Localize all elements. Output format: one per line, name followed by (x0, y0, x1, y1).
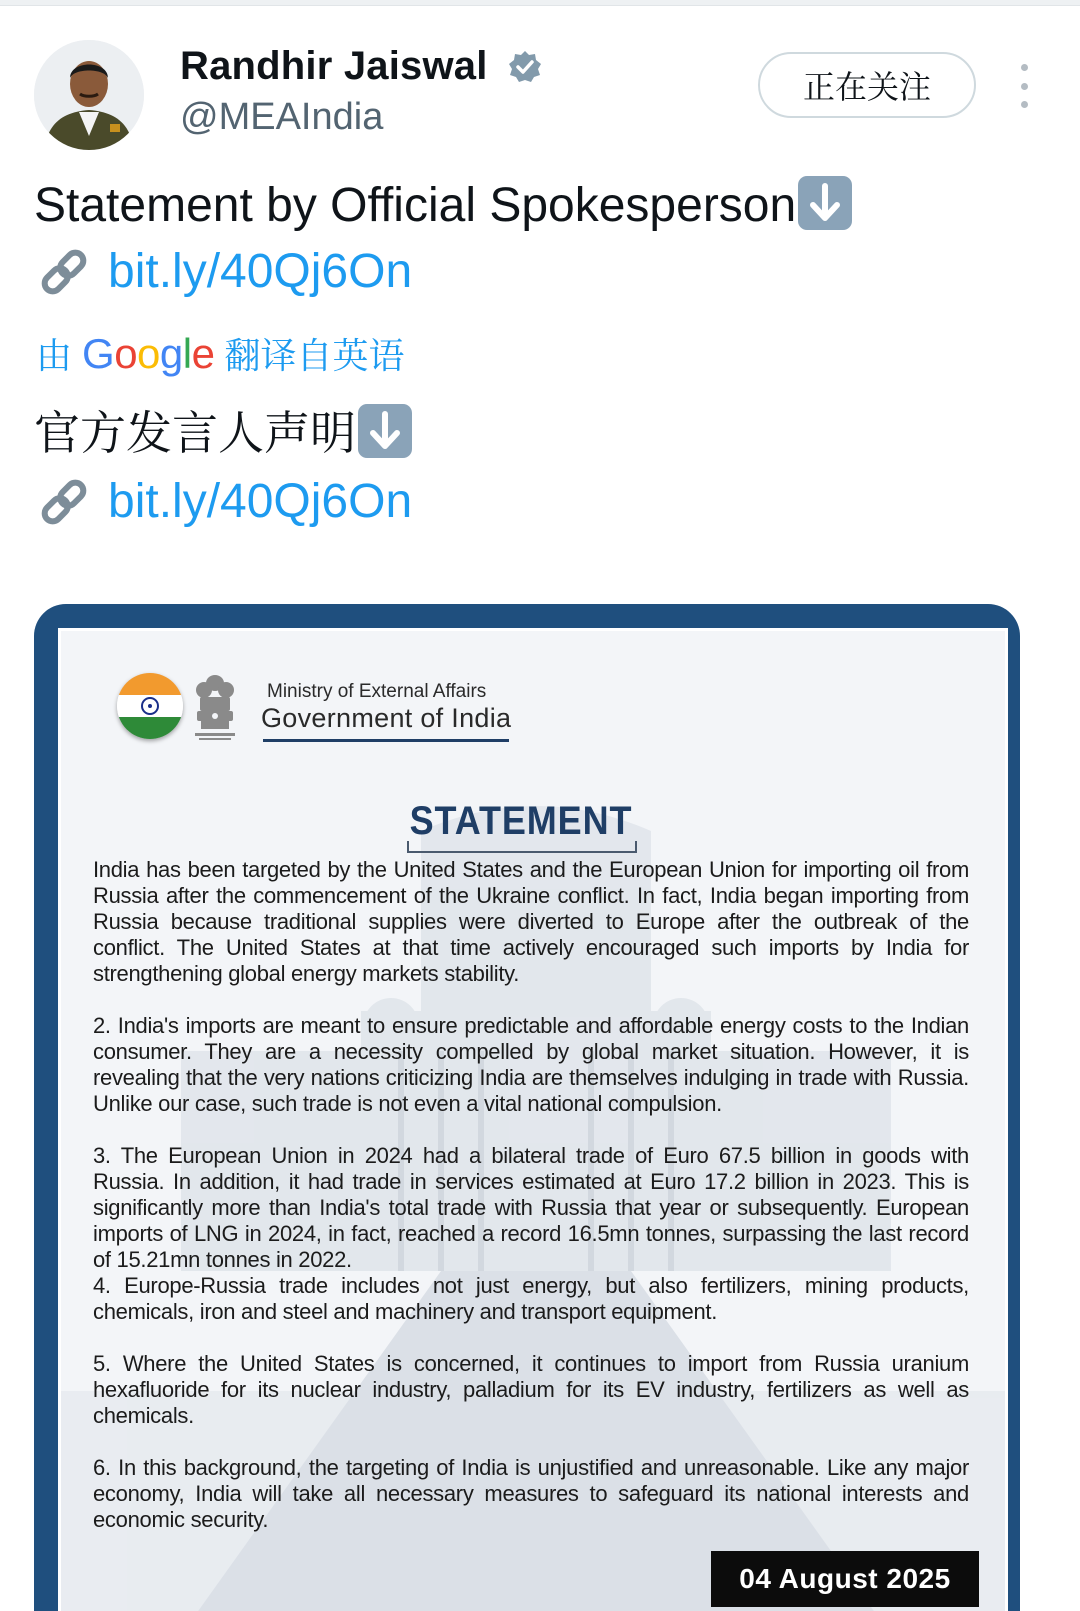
top-divider (0, 0, 1080, 6)
link-zh-text[interactable]: bit.ly/40Qj6On (108, 475, 413, 528)
translate-prefix: 由 (36, 336, 73, 377)
statement-document (58, 628, 1008, 1611)
statement-paragraph-2: 2. India's imports are meant to ensure predictable and affordable energy costs to the Indian consumer. They are a necessity compelled by global market situation. However, it is revealing that the very nations criticizing India are themselves indulging in trade with Russia. Unlike our case, such trade is not even a vital national compulsion. (93, 1013, 969, 1116)
logo-underline (263, 739, 509, 742)
link-en[interactable] (34, 242, 412, 302)
statement-image[interactable] (34, 604, 1020, 1611)
statement-title: STATEMENT (409, 799, 633, 843)
india-flag-icon (117, 673, 183, 739)
translated-by-google[interactable] (36, 328, 404, 379)
statement-paragraph-6: 6. In this background, the targeting of India is unjustified and unreasonable. Like any major economy, India will take all necessary measures to safeguard its national interests and economic security. (93, 1455, 969, 1532)
more-icon[interactable] (1010, 64, 1038, 108)
link-zh[interactable] (34, 472, 412, 532)
ministry-name: Ministry of External Affairs (267, 681, 487, 702)
avatar[interactable] (34, 40, 144, 150)
statement-paragraph-3: 3. The European Union in 2024 had a bilateral trade of Euro 67.5 billion in goods with Russia. In addition, it had trade in services estimated at Euro 17.2 billion in 2023. This is significantly more than India's total trade with Russia that year or subsequently. European imports of LNG in 2024, in fact, reached a record 16.5mn tonnes, surpassing the last record of 15.21mn tonnes in 2022. (93, 1143, 969, 1272)
tweet-text-en (34, 176, 852, 234)
translate-suffix: 翻译自英语 (224, 336, 405, 377)
verified-badge-icon (508, 50, 542, 84)
tweet-text-zh-body: 官方发言人声明 (34, 406, 356, 460)
down-arrow-emoji-icon (358, 404, 412, 458)
national-emblem-icon (193, 673, 237, 743)
government-name: Government of India (261, 703, 512, 733)
statement-paragraph-1: India has been targeted by the United States and the European Union for importing oil from Russia after the commencement of the Ukraine conflict. In fact, India began importing from Russia because traditional supplies were diverted to Europe after the outbreak of the conflict. The United States at that time actively encouraged such imports by India for strengthening global energy markets stability. (93, 857, 969, 986)
tweet-text-en-body: Statement by Official Spokesperson (34, 179, 797, 232)
link-emoji-icon (34, 472, 94, 532)
link-en-text[interactable]: bit.ly/40Qj6On (108, 245, 413, 298)
statement-paragraph-5: 5. Where the United States is concerned, it continues to import from Russia uranium hexafluoride for its nuclear industry, palladium for its EV industry, fertilizers as well as chemicals. (93, 1351, 969, 1428)
link-emoji-icon (34, 242, 94, 302)
following-button[interactable]: 正在关注 (758, 52, 976, 118)
statement-paragraph-4: 4. Europe-Russia trade includes not just energy, but also fertilizers, mining products, chemicals, iron and steel and machinery and transport equipment. (93, 1273, 969, 1324)
author-name[interactable]: Randhir Jaiswal (180, 44, 488, 88)
google-logo: Google (82, 330, 215, 377)
tweet-text-zh (34, 404, 412, 461)
author-handle[interactable]: @MEAIndia (180, 96, 384, 138)
title-bracket (407, 841, 637, 853)
statement-date: 04 August 2025 (711, 1551, 979, 1607)
down-arrow-emoji-icon (798, 176, 852, 230)
